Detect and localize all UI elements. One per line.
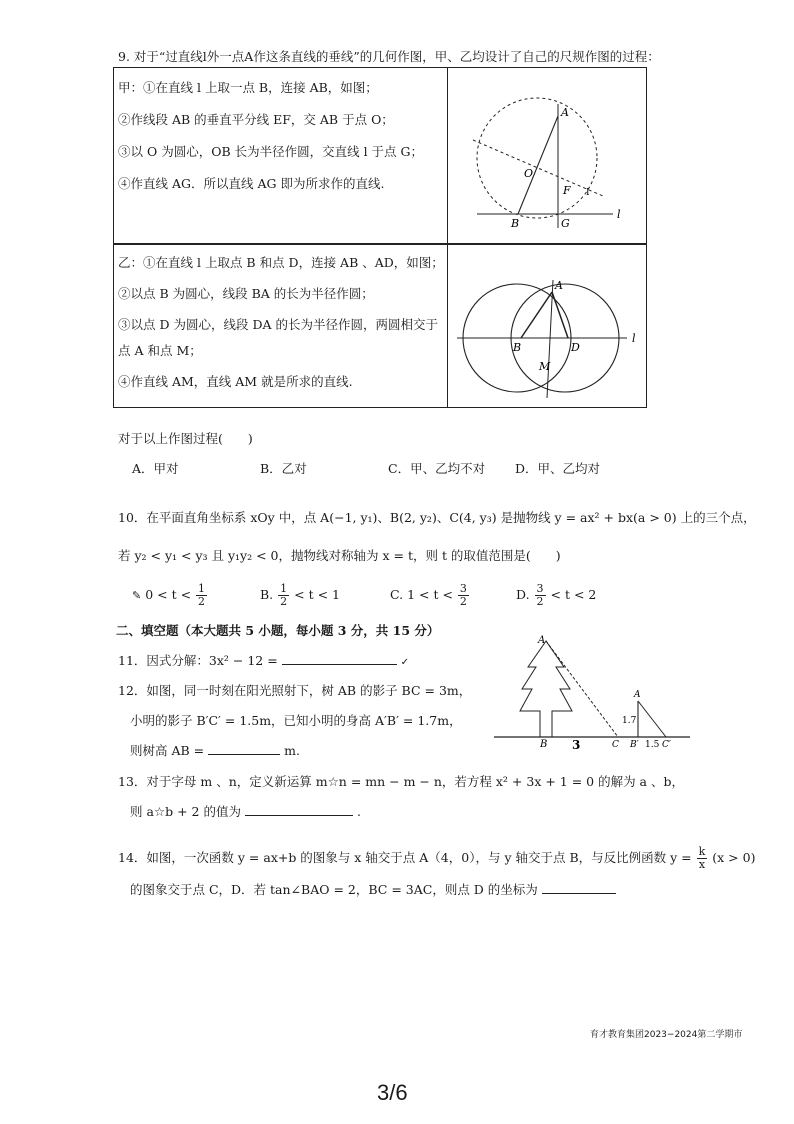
q12-label-b2: B′ [630, 740, 639, 750]
section-2-title: 二、填空题（本大题共 5 小题，每小题 3 分，共 15 分） [116, 623, 440, 638]
q9-jia-line-4: ④作直线 AG．所以直线 AG 即为所求作的直线. [118, 176, 385, 191]
q10-line-2: 若 y₂ < y₁ < y₃ 且 y₁y₂ < 0，抛物线对称轴为 x = t，则 t 的取值范围是( ) [118, 548, 561, 563]
yi-label-l: l [632, 332, 636, 345]
q12-label-b: B [540, 739, 548, 750]
q12-label-3: 3 [572, 738, 581, 752]
q12-label-shadow: 1.5 [645, 740, 660, 750]
q12-label-height: 1.7 [622, 716, 637, 726]
jia-bisector-ef [473, 140, 603, 196]
q9-jia-line-3: ③以 O 为圆心，OB 长为半径作圆，交直线 l 于点 G； [118, 144, 424, 159]
q13-answer-blank[interactable] [245, 803, 353, 816]
q9-option-a: A．甲对 [132, 461, 179, 476]
q10-option-c-letter: C. [390, 587, 404, 602]
q12-answer-blank[interactable] [208, 742, 280, 755]
q9-yi-line-4: 点 A 和点 M； [118, 343, 202, 358]
q10-option-b-post: < t < 1 [294, 587, 340, 602]
q9-jia-line-1: 甲：①在直线 l 上取一点 B，连接 AB，如图； [118, 80, 378, 95]
q10-option-a-fraction: $\frac{1}{2}$ [198, 582, 206, 608]
q9-yi-line-1: 乙：①在直线 l 上取点 B 和点 D，连接 AB 、AD，如图； [118, 255, 444, 270]
q13-line-2 [130, 802, 361, 820]
q9-yi-line-5: ④作直线 AM，直线 AM 就是所求的直线. [118, 374, 353, 389]
q13-line-1: 13．对于字母 m 、n，定义新运算 m☆n = mn − m − n，若方程 x² + 3x + 1 = 0 的解为 a 、b， [118, 774, 684, 789]
q9-yi-line-3: ③以点 D 为圆心，线段 DA 的长为半径作圆，两圆相交于 [118, 317, 438, 332]
jia-circle [477, 98, 597, 218]
jia-label-g: G [561, 217, 570, 230]
q10-option-d-letter: D. [516, 587, 530, 602]
yi-segment-ab [521, 292, 552, 338]
q12-line-1: 12．如图，同一时刻在阳光照射下，树 AB 的影子 BC = 3m， [118, 683, 472, 698]
q10-option-d-post: < t < 2 [550, 587, 597, 602]
q9-stem: 9. 对于“过直线l外一点A作这条直线的垂线”的几何作图，甲、乙均设计了自己的尺规作图的过程： [118, 49, 660, 64]
q10-option-a-pre: 0 < t < [145, 587, 192, 602]
q9-jia-figure [455, 78, 640, 238]
q9-option-b: B．乙对 [260, 461, 307, 476]
q12-line-2: 小明的影子 B′C′ = 1.5m，已知小明的身高 A′B′ = 1.7m， [130, 713, 462, 728]
q10-line-1: 10．在平面直角坐标系 xOy 中，点 A(−1, y₁)、B(2, y₂)、C(4, y₃) 是抛物线 y = ax² + bx(a > 0) 上的三个点， [118, 510, 756, 525]
jia-label-l: l [617, 208, 621, 221]
q12-line-3 [130, 741, 300, 759]
jia-label-o: O [524, 167, 534, 180]
q11-prompt: 11．因式分解：3x² − 12 = [118, 653, 278, 668]
q14-domain: (x > 0) [712, 850, 756, 865]
q11-answer-blank[interactable] [282, 652, 397, 665]
q12-sun-ray-tree [546, 641, 618, 737]
q12-label-a2: A [634, 690, 641, 700]
footer-text: 育才教育集团2023−2024第二学期市 [590, 1030, 743, 1040]
q12-prompt: 则树高 AB = [130, 743, 205, 758]
q9-option-c: C．甲、乙均不对 [388, 461, 486, 476]
q12-unit: m. [284, 743, 300, 758]
q14-line-1-text: 14．如图，一次函数 y = ax+b 的图象与 x 轴交于点 A（4，0），与 y 轴交于点 B，与反比例函数 y = [118, 850, 692, 865]
q9-jia-divider [447, 67, 448, 244]
yi-label-b: B [513, 341, 522, 354]
q9-yi-line-2: ②以点 B 为圆心，线段 BA 的长为半径作圆； [118, 286, 374, 301]
q12-label-a: A [538, 635, 546, 646]
q10-option-c-pre: 1 < t < [407, 587, 453, 602]
jia-segment-ab [518, 116, 558, 214]
q10-option-c-fraction: $\frac{3}{2}$ [459, 582, 467, 608]
q13-period: . [356, 804, 361, 819]
q10-option-b-letter: B. [260, 587, 274, 602]
yi-label-a: A [555, 279, 563, 292]
yi-label-d: D [571, 341, 580, 354]
q9-yi-divider [447, 243, 448, 407]
jia-label-mark: I [586, 188, 590, 198]
q12-figure [490, 633, 695, 753]
q10-option-a [132, 583, 208, 608]
page-number: 3/6 [377, 1080, 408, 1105]
q10-option-b-fraction: $\frac{1}{2}$ [280, 582, 288, 608]
q10-option-d-fraction: $\frac{3}{2}$ [536, 582, 544, 608]
q14-prompt: 的图象交于点 C，D．若 tan∠BAO = 2，BC = 3AC，则点 D 的坐标为 [130, 882, 538, 897]
q10-option-b [260, 583, 340, 608]
jia-label-b: B [511, 217, 520, 230]
q9-yi-figure [455, 250, 640, 400]
q13-prompt: 则 a☆b + 2 的值为 [130, 804, 241, 819]
q12-label-c2: C′ [662, 740, 671, 750]
jia-label-f: F [563, 184, 571, 197]
q12-tree [520, 641, 572, 737]
q9-jia-line-2: ②作线段 AB 的垂直平分线 EF，交 AB 于点 O； [118, 112, 394, 127]
q12-label-c: C [612, 740, 619, 750]
q10-option-d [516, 583, 596, 608]
q11-text [118, 651, 409, 669]
q14-answer-blank[interactable] [542, 881, 616, 894]
q14-line-2 [130, 880, 616, 898]
q14-fraction: $\frac{k}{x}$ [698, 845, 706, 871]
q9-question: 对于以上作图过程( ) [118, 431, 253, 446]
q10-option-a-marker-icon: ✎ [132, 589, 142, 602]
yi-label-m: M [539, 360, 551, 373]
q14-line-1 [118, 846, 755, 871]
q10-option-c [390, 583, 470, 608]
jia-label-a: A [561, 106, 569, 119]
q11-check-mark: ✓ [400, 657, 410, 668]
q12-sun-ray-person [638, 701, 666, 737]
q9-option-d: D．甲、乙均对 [515, 461, 601, 476]
